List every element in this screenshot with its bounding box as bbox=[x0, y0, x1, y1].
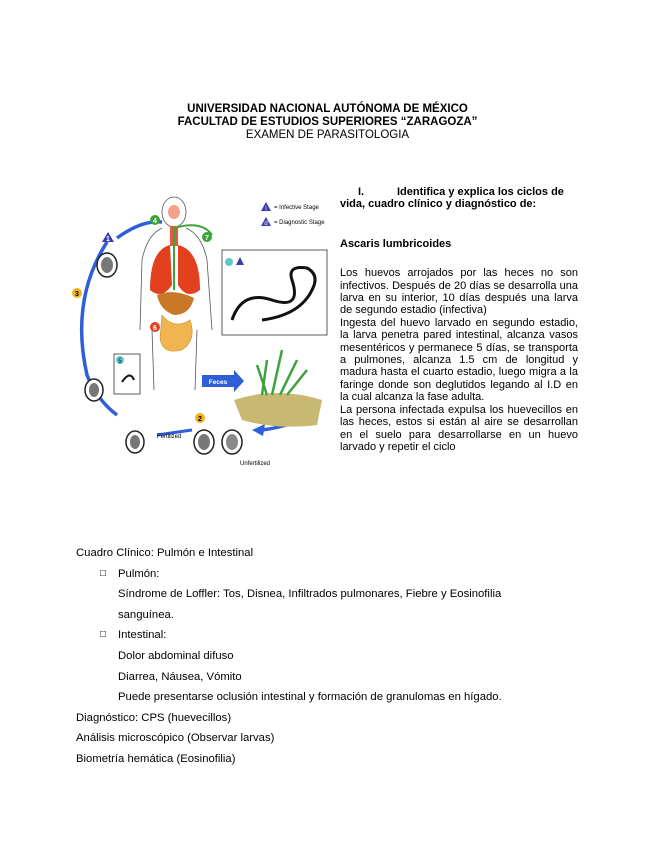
stage-5-label: 5 bbox=[118, 359, 122, 365]
section-number: I. bbox=[358, 186, 365, 198]
legend-infective: = Infective Stage bbox=[274, 205, 319, 211]
paragraph-transmission: La persona infectada expulsa los huevecillos en las heces, estos si están al aire se desarrollan en el suelo para desarrollarse en un huevo larvado y repetir el ciclo bbox=[340, 403, 578, 453]
intestinal-symptom: Puede presentarse oclusión intestinal y formación de granulomas en hígado. bbox=[118, 691, 502, 704]
diagnosis-line: Análisis microscópico (Observar larvas) bbox=[76, 732, 275, 745]
diagnosis-line: Diagnóstico: CPS (huevecillos) bbox=[76, 711, 232, 724]
legend-i-letter: i bbox=[265, 206, 267, 212]
pulmon-text: Síndrome de Loffler: Tos, Disnea, Infiltrados pulmonares, Fiebre y Eosinofilia bbox=[118, 588, 502, 601]
stage-7-label: 7 bbox=[205, 235, 209, 242]
right-column bbox=[340, 186, 578, 453]
legend-diagnostic: = Diagnostic Stage bbox=[274, 220, 325, 226]
legend-d-letter: d bbox=[264, 221, 268, 227]
checkbox-icon: □ bbox=[100, 567, 107, 579]
ascaris-life-cycle-diagram bbox=[62, 190, 334, 475]
section-title-line1: Identifica y explica los ciclos de bbox=[397, 186, 564, 198]
stage-3-label: 3 bbox=[75, 291, 79, 298]
plant-icon bbox=[257, 350, 307, 395]
pulmon-label: Pulmón: bbox=[118, 567, 160, 580]
fertilized-label: Fertilized bbox=[157, 434, 182, 440]
pulmon-item bbox=[76, 564, 596, 585]
diagnosis-line: Biometría hemática (Eosinofilia) bbox=[76, 752, 236, 765]
pulmon-text-cont: sanguínea. bbox=[118, 608, 174, 621]
soil-icon bbox=[234, 393, 322, 427]
unfertilized-label: Unfertilized bbox=[240, 461, 271, 467]
clinical-section bbox=[76, 543, 596, 770]
stage-1-label: 1 bbox=[106, 236, 110, 243]
paragraph-ingestion: Ingesta del huevo larvado en segundo estadio, la larva penetra pared intestinal, alcanza vasos mesentéricos y permanece 5 días, se transporta a pulmones, alcanza 1.5 cm de longitud y madura hasta el cuarto estadio, luego migra a la faringe donde son deglutidos legando al I.D en la cual alcanza la fase adulta. bbox=[340, 316, 578, 404]
clinical-title: Cuadro Clínico: Pulmón e Intestinal bbox=[76, 547, 254, 559]
ascaris-title: Ascaris lumbricoides bbox=[340, 237, 452, 250]
intestinal-item bbox=[76, 625, 596, 646]
intestinal-symptom: Dolor abdominal difuso bbox=[118, 649, 234, 662]
feces-arrow-head-icon bbox=[234, 370, 244, 392]
checkbox-icon: □ bbox=[100, 629, 107, 641]
exam-title: EXAMEN DE PARASITOLOGIA bbox=[245, 129, 410, 141]
paragraph-eggs: Los huevos arrojados por las heces no son infectivos. Después de 20 días se desarrolla una larva en su interior, 10 días después una larva de segundo estadio (infectiva) bbox=[340, 267, 578, 317]
faculty-name: FACULTAD DE ESTUDIOS SUPERIORES “ZARAGOZA” bbox=[177, 116, 478, 128]
feces-label: Feces bbox=[208, 379, 228, 386]
intestinal-symptom: Diarrea, Náusea, Vómito bbox=[118, 670, 242, 683]
stage-2-label: 2 bbox=[198, 416, 202, 423]
section-title-line2: vida, cuadro clínico y diagnóstico de: bbox=[340, 198, 537, 211]
university-name: UNIVERSIDAD NACIONAL AUTÓNOMA DE MÉXICO bbox=[187, 103, 468, 115]
stage-6-label: 6 bbox=[153, 325, 157, 332]
human-figure bbox=[140, 197, 212, 390]
infective-stage-icon bbox=[225, 258, 233, 266]
legend bbox=[261, 202, 325, 227]
section-heading bbox=[340, 186, 578, 198]
document-header bbox=[0, 103, 655, 142]
stage-4-label: 4 bbox=[153, 218, 157, 225]
intestinal-label: Intestinal: bbox=[118, 629, 167, 642]
arrow-head-icon bbox=[252, 424, 265, 436]
